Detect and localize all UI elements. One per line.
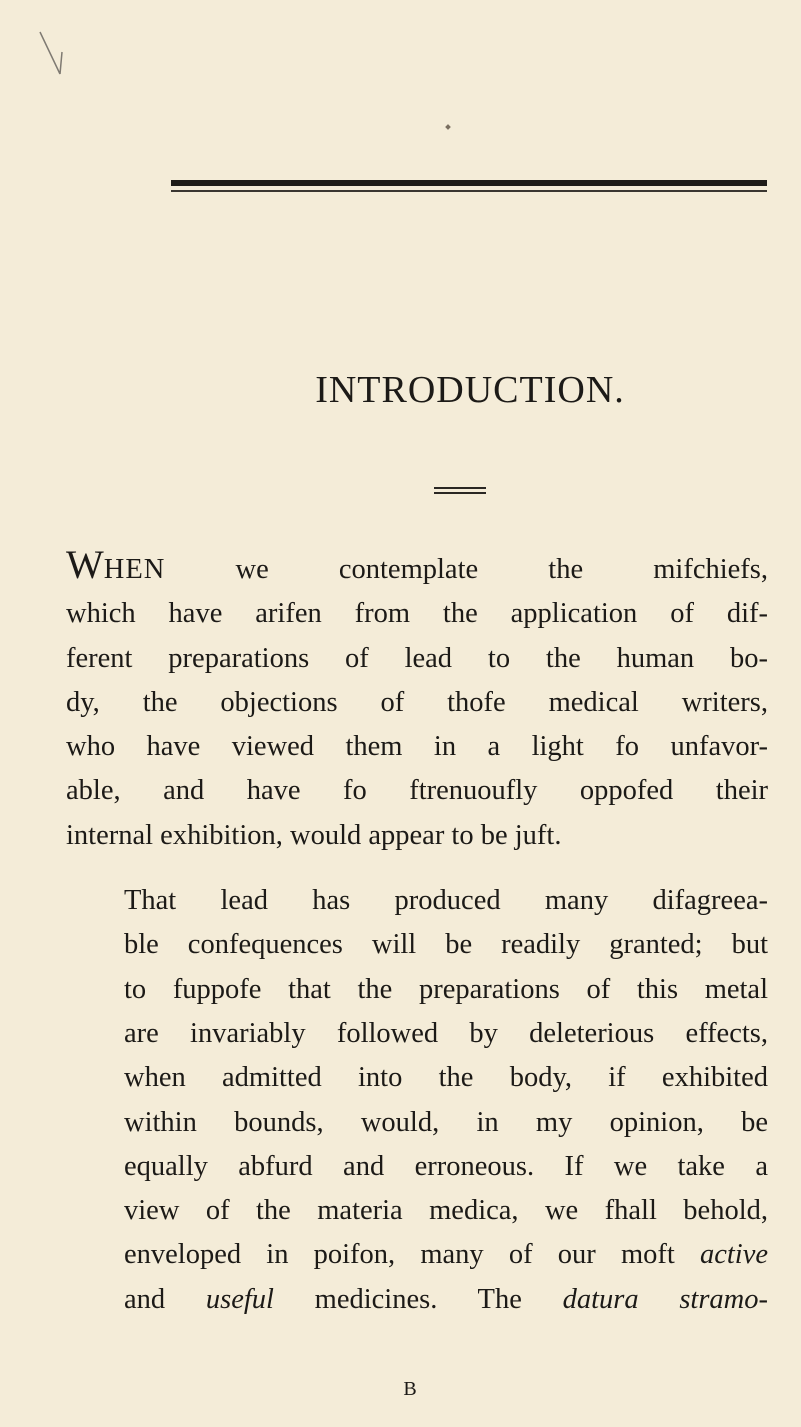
body-text [66,542,768,1322]
paragraph-1-line-1-text: we contemplate the mifchiefs, [165,554,768,585]
paragraph-2-line-2: ble confequences will be readily granted; but [124,929,768,961]
italic-datura-stramo: datura stramo- [562,1283,768,1315]
paragraph-2-line-5: when admitted into the body, if exhibited [124,1062,768,1094]
paragraph-1-line-7: internal exhibition, would appear to be juft. [66,819,562,851]
paper-speck [445,124,451,130]
italic-useful: useful [205,1283,274,1315]
title-ornament-line-1 [434,487,486,489]
paragraph-2-line-4: are invariably followed by deleterious effects, [124,1017,768,1049]
italic-active: active [699,1239,768,1271]
paragraph-1-line-4: dy, the objections of thofe medical writers, [66,686,768,718]
paragraph-2 [66,879,768,1322]
corner-pencil-mark [38,30,98,80]
paragraph-2-line-6: within bounds, would, in my opinion, be [124,1106,768,1138]
paragraph-1-line-1 [66,542,768,592]
smallcaps-word: HEN [103,554,166,585]
paragraph-1-line-3: ferent preparations of lead to the human bo- [66,642,768,674]
paragraph-2-line-3: to fuppofe that the preparations of this metal [124,973,768,1005]
title-ornament-rule [434,487,486,497]
paragraph-2-line-9 [66,1233,768,1277]
page-title: INTRODUCTION. [315,369,625,411]
paragraph-2-line-1: That lead has produced many difagreea- [124,885,768,917]
paragraph-1-line-5: who have viewed them in a light fo unfavor- [66,731,768,763]
paragraph-2-line-10 [66,1278,768,1322]
header-rule-thin [171,190,767,192]
header-rule [171,180,767,192]
paragraph-1 [66,542,768,858]
paragraph-1-line-2: which have arifen from the application of dif- [66,598,768,630]
paragraph-2-line-9-text: enveloped in poifon, many of our moft [124,1239,700,1271]
paragraph-2-line-10-start: and [124,1283,206,1315]
title-ornament-line-2 [434,492,486,494]
signature-mark: B [403,1378,417,1400]
paragraph-2-line-10-middle: medicines. The [273,1283,563,1315]
paragraph-2-line-8: view of the materia medica, we fhall behold, [124,1195,768,1227]
paragraph-1-line-6: able, and have fo ftrenuoufly oppofed their [66,775,768,807]
dropcap-letter: W [66,542,104,587]
header-rule-thick [171,180,767,186]
paragraph-2-line-7: equally abfurd and erroneous. If we take a [124,1150,768,1182]
